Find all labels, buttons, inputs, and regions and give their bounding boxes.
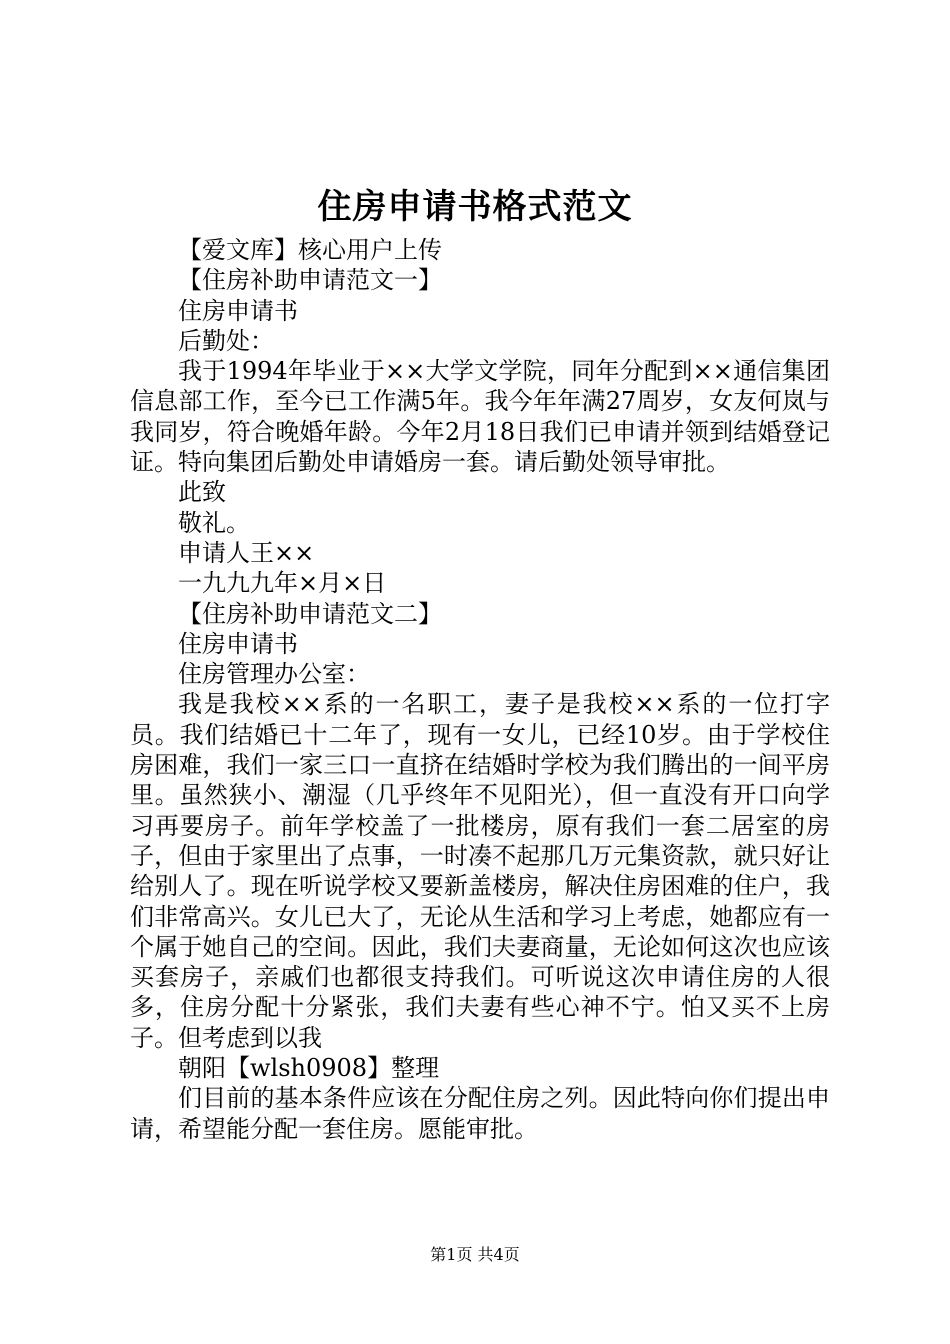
document-title: 住房申请书格式范文 <box>317 187 633 227</box>
paragraph: 一九九九年×月×日 <box>178 569 387 598</box>
paragraph: 朝阳【wlsh0908】整理 <box>178 1054 440 1083</box>
paragraph: 后勤处： <box>178 326 274 355</box>
paragraph: 住房申请书 <box>178 629 298 658</box>
paragraph: 【住房补助申请范文二】 <box>178 599 442 628</box>
paragraph: 住房管理办公室： <box>178 660 370 689</box>
paragraph: 敬礼。 <box>178 508 250 537</box>
paragraph: 【住房补助申请范文一】 <box>178 266 442 295</box>
paragraph: 我于1994年毕业于××大学文学院，同年分配到××通信集团信息部工作，至今已工作满5年。我今年年满27周岁，女友何岚与我同岁，符合晚婚年龄。今年2月18日我们已申请并领到结婚登记证。特向集团后勤处申请婚房一套。请后勤处领导审批。 <box>130 357 830 477</box>
paragraph: 申请人王×× <box>178 538 315 567</box>
page-footer: 第1页 共4页 <box>430 1245 520 1264</box>
paragraph: 住房申请书 <box>178 296 298 325</box>
paragraph: 我是我校××系的一名职工，妻子是我校××系的一位打字员。我们结婚已十二年了，现有一女儿，已经10岁。由于学校住房困难，我们一家三口一直挤在结婚时学校为我们腾出的一间平房里。虽然狭小、潮湿（几乎终年不见阳光），但一直没有开口向学习再要房子。前年学校盖了一批楼房，原有我们一套二居室的房子，但由于家里出了点事，一时凑不起那几万元集资款，就只好让给别人了。现在听说学校又要新盖楼房，解决住房困难的住户，我们非常高兴。女儿已大了，无论从生活和学习上考虑，她都应有一个属于她自己的空间。因此，我们夫妻商量，无论如何这次也应该买套房子，亲戚们也都很支持我们。可听说这次申请住房的人很多，住房分配十分紧张，我们夫妻有些心神不宁。怕又买不上房子。但考虑到以我 <box>130 690 830 1052</box>
paragraph: 【爱文库】核心用户上传 <box>178 236 442 264</box>
paragraph: 们目前的基本条件应该在分配住房之列。因此特向你们提出申请，希望能分配一套住房。愿能审批。 <box>130 1084 830 1143</box>
paragraph: 此致 <box>178 478 226 507</box>
document-body <box>130 235 830 1144</box>
